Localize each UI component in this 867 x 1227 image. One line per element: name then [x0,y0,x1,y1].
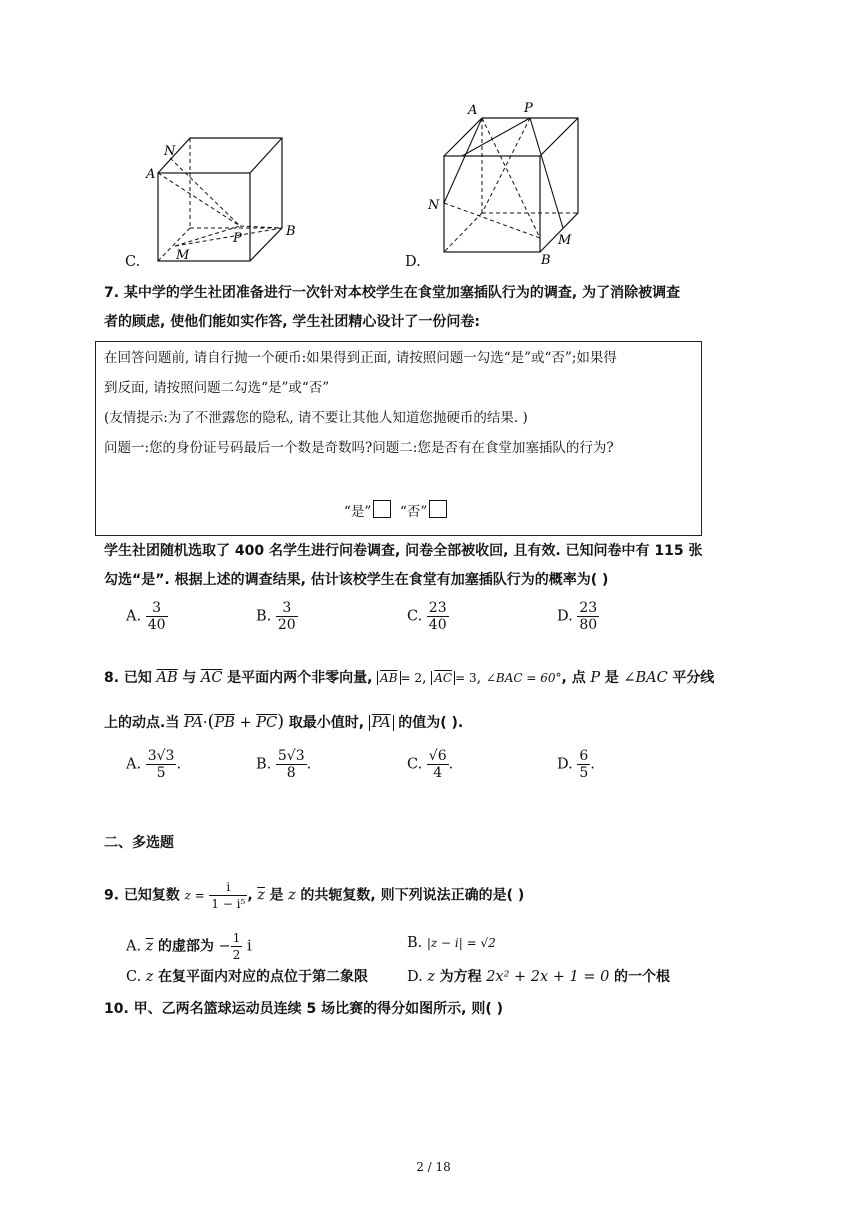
q9-line1: 9. 已知复数 z = $\frac{i}{\text{1 − i⁵}}$ , $\overline{z}$ 是 z 的共轭复数, 则下列说法正确的是( ) [104,880,525,911]
q10-text: 10. 甲、乙两名篮球运动员连续 5 场比赛的得分如图所示, 则( ) [104,1001,504,1017]
figure-d-option: D. [405,254,421,270]
label-n: N [428,198,440,213]
fraction: $\frac{23}{80}$ [579,600,598,633]
fraction: $\frac{3}{40}$ [147,600,166,633]
survey-line4: 问题一:您的身份证号码最后一个数是奇数吗?问题二:您是否有在食堂加塞插队的行为? [104,440,614,456]
q8-option-b[interactable]: B. $\frac{5√3}{8}$ . [256,748,312,781]
yes-checkbox[interactable] [373,500,391,518]
survey-line1: 在回答问题前, 请自行抛一个硬币:如果得到正面, 请按照问题一勾选“是”或“否”;如果得 [104,350,617,366]
q7-option-b[interactable]: B. $\frac{3}{20}$ [256,600,296,633]
q8-option-d[interactable]: D. $\frac{6}{5}$ . [557,748,595,781]
figure-d-cube [420,98,590,270]
label-b: B [286,224,296,239]
label-a: A [146,167,156,182]
q9-option-d[interactable]: D. z 为方程 2x² + 2x + 1 = 0 的一个根 [407,969,670,985]
q7-option-d[interactable]: D. $\frac{23}{80}$ [557,600,598,633]
q7-line1: 7. 某中学的学生社团准备进行一次针对本校学生在食堂加塞插队行为的调查, 为了消除被调查 [104,285,681,301]
figure-c-cube [120,128,310,270]
q8-line1: 8. 已知 $\overline{AB}$ 与 $\overline{AC}$ 是平面内两个非零向量, $\overline{AB} = 2$, $\overline{AC} = 3$, ∠BAC = 60°, 点 P 是 ∠BAC 平分线 [104,670,715,686]
no-option[interactable] [400,500,447,522]
survey-line3: (友情提示:为了不泄露您的隐私, 请不要让其他人知道您抛硬币的结果. ) [104,410,528,426]
page-number: 2 / 18 [416,1160,451,1174]
label-p: P [524,101,533,116]
yes-option[interactable] [344,500,391,522]
label-n: N [164,144,176,159]
survey-line2: 到反面, 请按照问题二勾选“是”或“否” [104,380,330,396]
q9-option-c[interactable]: C. z 在复平面内对应的点位于第二象限 [126,969,369,985]
q7-after2: 勾选“是”. 根据上述的调查结果, 估计该校学生在食堂有加塞插队行为的概率为( ) [104,572,609,588]
label-m: M [558,233,572,248]
fraction: $\frac{3}{20}$ [277,600,296,633]
fraction: $\frac{23}{40}$ [428,600,447,633]
yes-label: “是” [344,504,372,520]
section-heading: 二、多选题 [104,835,174,851]
label-b: B [541,253,551,268]
q7-after1: 学生社团随机选取了 400 名学生进行问卷调查, 问卷全部被收回, 且有效. 已知问卷中有 115 张 [104,543,703,559]
q8-option-c[interactable]: C. $\frac{√6}{4}$ . [407,748,454,781]
q8-option-a[interactable]: A. $\frac{3√3}{5}$ . [126,748,182,781]
figure-c-option: C. [125,254,141,270]
q9-option-a[interactable]: A. $\overline{z}$ 的虚部为 − $\frac{1}{2}$ i [126,931,252,962]
q7-option-c[interactable]: C. $\frac{23}{40}$ [407,600,447,633]
q8-line2: 上的动点.当 $\overline{PA}\cdot(\overline{PB} + \overline{PC})$ 取最小值时, $\overline{PA}$ 的值为( ). [104,711,464,732]
label-a: A [468,103,478,118]
no-label: “否” [400,504,428,520]
q7-line2: 者的顾虑, 使他们能如实作答, 学生社团精心设计了一份问卷: [104,314,480,330]
label-p: P [233,231,242,246]
label-m: M [176,248,190,263]
q7-option-a[interactable]: A. $\frac{3}{40}$ [126,600,166,633]
q9-option-b[interactable]: B. |z − i| = √2 [407,935,496,951]
no-checkbox[interactable] [429,500,447,518]
